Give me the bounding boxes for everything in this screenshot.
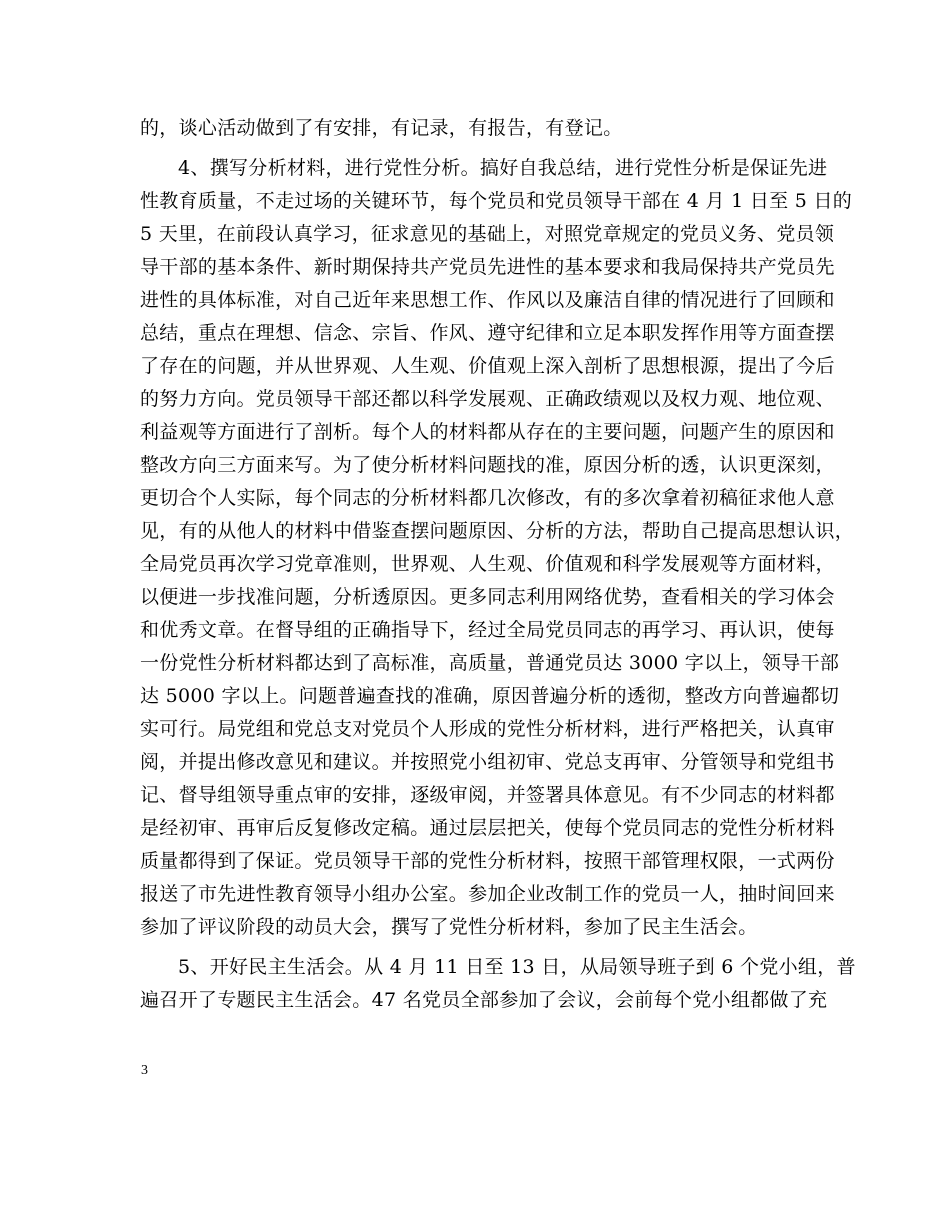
text-line: 达 5000 字以上。问题普遍查找的准确，原因普遍分析的透彻，整改方向普遍都切	[140, 685, 840, 707]
text-line: 更切合个人实际，每个同志的分析材料都几次修改，有的多次拿着初稿征求他人意	[140, 487, 835, 509]
text-line: 见，有的从他人的材料中借鉴查摆问题原因、分析的方法，帮助自己提高思想认识，	[140, 520, 855, 542]
text-line: 的努力方向。党员领导干部还都以科学发展观、正确政绩观以及权力观、地位观、	[140, 388, 835, 410]
text-line: 导干部的基本条件、新时期保持共产党员先进性的基本要求和我局保持共产党员先	[140, 256, 835, 278]
text-line: 总结，重点在理想、信念、宗旨、作风、遵守纪律和立足本职发挥作用等方面查摆	[140, 322, 835, 344]
text-line: 整改方向三方面来写。为了使分析材料问题找的准，原因分析的透，认识更深刻，	[140, 454, 835, 476]
text-line: 进性的具体标准，对自己近年来思想工作、作风以及廉洁自律的情况进行了回顾和	[140, 289, 835, 311]
text-line: 和优秀文章。在督导组的正确指导下，经过全局党员同志的再学习、再认识，使每	[140, 619, 835, 641]
text-line: 是经初审、再审后反复修改定稿。通过层层把关，使每个党员同志的党性分析材料	[140, 817, 835, 839]
text-line: 参加了评议阶段的动员大会，撰写了党性分析材料，参加了民主生活会。	[140, 916, 758, 938]
text-line: 报送了市先进性教育领导小组办公室。参加企业改制工作的党员一人，抽时间回来	[140, 883, 835, 905]
page-number: 3	[141, 1063, 148, 1078]
text-line: 以便进一步找准问题，分析透原因。更多同志利用网络优势，查看相关的学习体会	[140, 586, 835, 608]
text-line: 性教育质量，不走过场的关键环节，每个党员和党员领导干部在 4 月 1 日至 5 日的	[140, 190, 853, 212]
text-line: 了存在的问题，并从世界观、人生观、价值观上深入剖析了思想根源，提出了今后	[140, 355, 835, 377]
text-line: 阅，并提出修改意见和建议。并按照党小组初审、党总支再审、分管领导和党组书	[140, 751, 835, 773]
text-line: 质量都得到了保证。党员领导干部的党性分析材料，按照干部管理权限，一式两份	[140, 850, 835, 872]
text-line: 5 天里，在前段认真学习，征求意见的基础上，对照党章规定的党员义务、党员领	[140, 223, 835, 245]
text-line: 记、督导组领导重点审的安排，逐级审阅，并签署具体意见。有不少同志的材料都	[140, 784, 835, 806]
text-line: 利益观等方面进行了剖析。每个人的材料都从存在的主要问题，问题产生的原因和	[140, 421, 835, 443]
text-line: 的，谈心活动做到了有安排，有记录，有报告，有登记。	[140, 117, 623, 139]
text-line: 全局党员再次学习党章准则，世界观、人生观、价值观和科学发展观等方面材料，	[140, 553, 835, 575]
text-line: 一份党性分析材料都达到了高标准，高质量，普通党员达 3000 字以上，领导干部	[140, 652, 840, 674]
text-line: 5、开好民主生活会。从 4 月 11 日至 13 日，从局领导班子到 6 个党小组，普	[178, 956, 856, 978]
text-line: 遍召开了专题民主生活会。47 名党员全部参加了会议，会前每个党小组都做了充	[140, 989, 828, 1011]
text-line: 实可行。局党组和党总支对党员个人形成的党性分析材料，进行严格把关，认真审	[140, 718, 835, 740]
text-line: 4、撰写分析材料，进行党性分析。搞好自我总结，进行党性分析是保证先进	[178, 157, 828, 179]
